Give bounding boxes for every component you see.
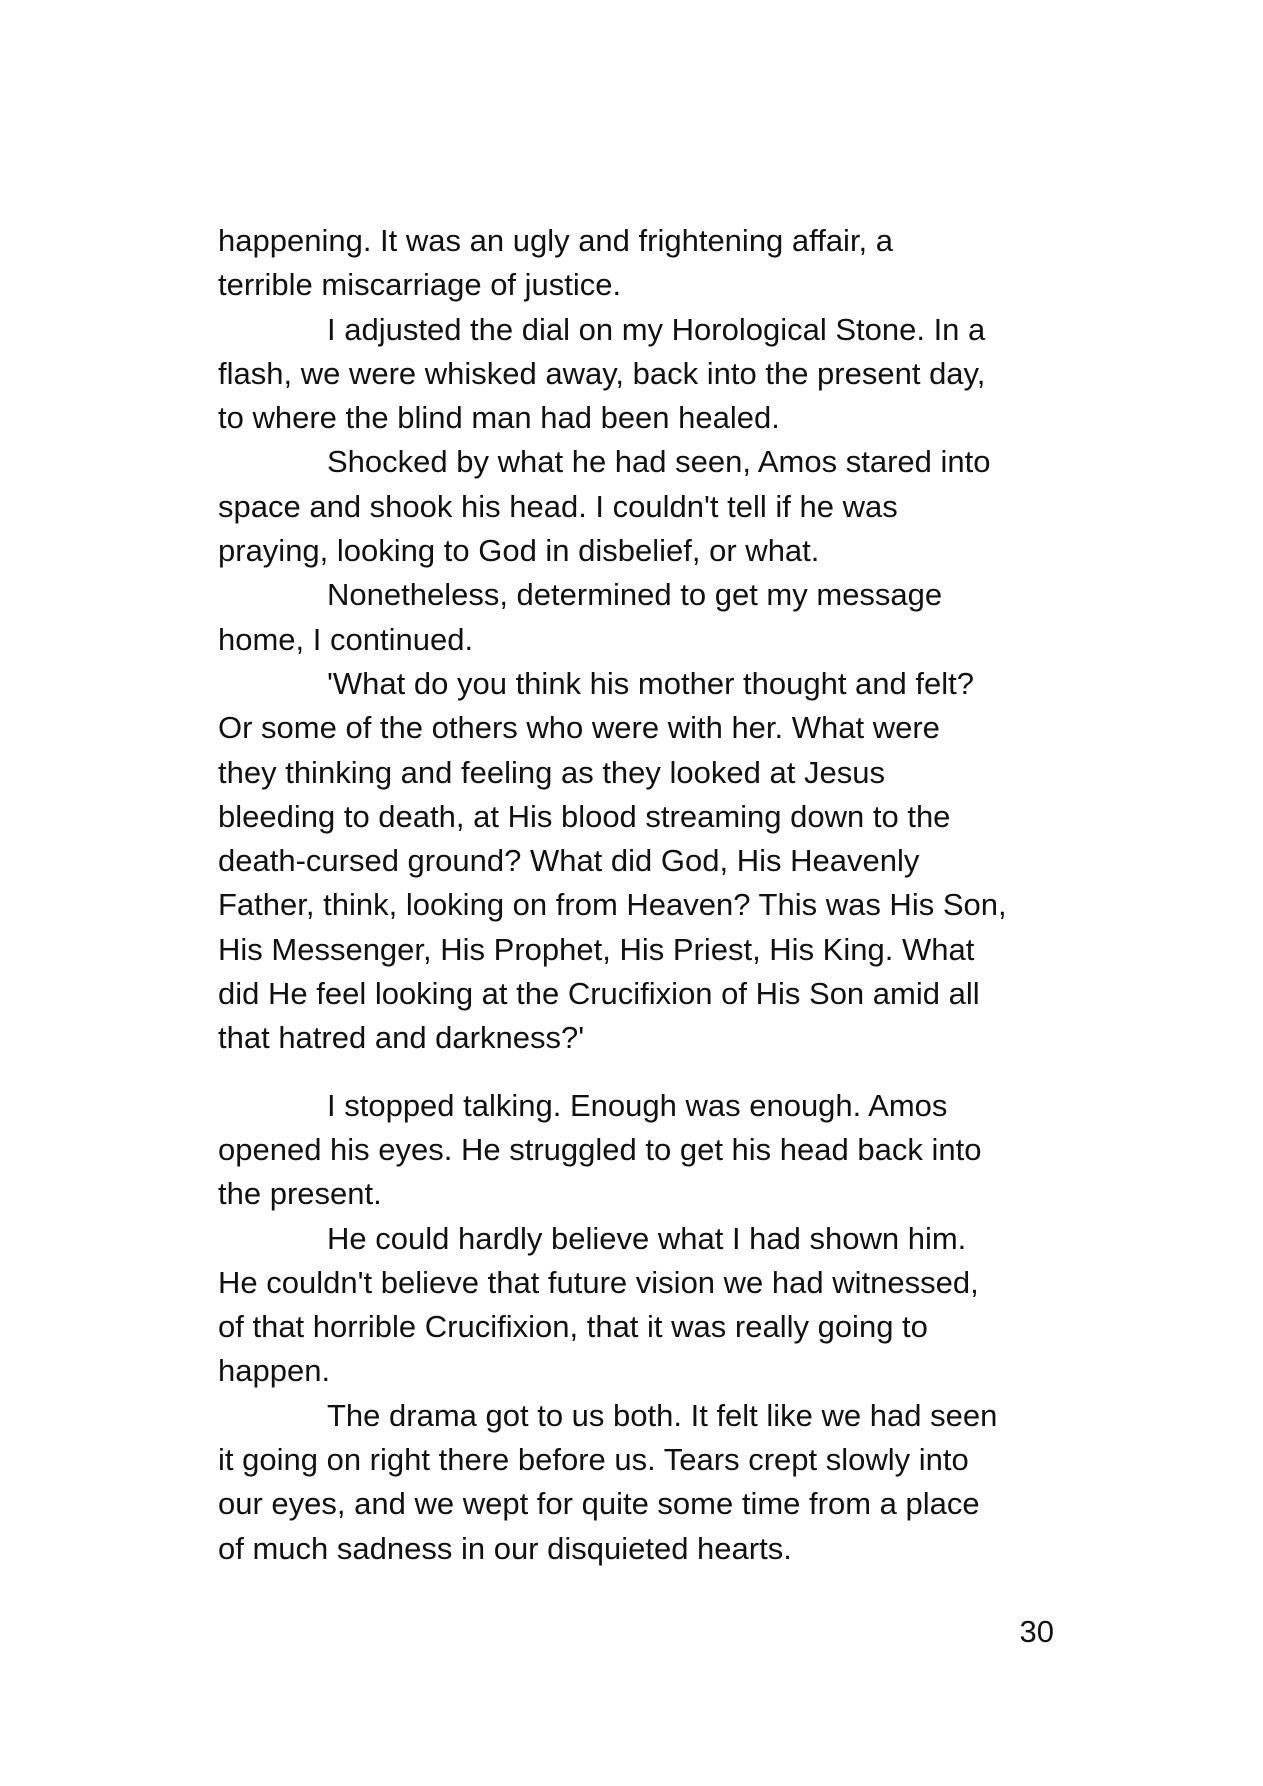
text-line: He could hardly believe what I had shown him. (327, 1220, 967, 1256)
text-line: bleeding to death, at His blood streaming down to the (218, 798, 951, 834)
text-line: happening. It was an ugly and frightening affair, a (218, 223, 894, 258)
text-line: of that horrible Crucifixion, that it was really going to (218, 1309, 928, 1345)
text-line: The drama got to us both. It felt like we had seen (327, 1397, 998, 1433)
text-body (218, 219, 1078, 1571)
text-line: that hatred and darkness?' (218, 1020, 585, 1056)
paragraph (218, 1084, 1078, 1217)
text-line: home, I continued. (218, 621, 474, 657)
text-line: His Messenger, His Prophet, His Priest, His King. What (218, 931, 975, 967)
text-line: they thinking and feeling as they looked at Jesus (218, 754, 885, 790)
text-line: space and shook his head. I couldn't tell if he was (218, 488, 898, 524)
text-line: it going on right there before us. Tears crept slowly into (218, 1442, 969, 1478)
page-number: 30 (1019, 1614, 1054, 1649)
text-line: to where the blind man had been healed. (218, 400, 780, 436)
text-line: flash, we were whisked away, back into the present day, (218, 355, 986, 391)
text-line: terrible miscarriage of justice. (218, 267, 622, 303)
text-line: Shocked by what he had seen, Amos stared into (327, 444, 991, 480)
text-line: Nonetheless, determined to get my message (327, 577, 943, 613)
text-line: I adjusted the dial on my Horological Stone. In a (327, 311, 986, 347)
text-line: I stopped talking. Enough was enough. Amos (327, 1087, 948, 1123)
text-line: 'What do you think his mother thought and felt? (327, 665, 974, 701)
text-line: praying, looking to God in disbelief, or what. (218, 533, 820, 569)
text-line: opened his eyes. He struggled to get his head back into (218, 1131, 982, 1167)
text-line: death-cursed ground? What did God, His Heavenly (218, 843, 920, 879)
text-line: did He feel looking at the Crucifixion of His Son amid all (218, 976, 980, 1012)
text-line: our eyes, and we wept for quite some time from a place (218, 1486, 980, 1522)
text-line: the present. (218, 1176, 382, 1212)
text-line: He couldn't believe that future vision we had witnessed, (218, 1264, 979, 1300)
text-line: Father, think, looking on from Heaven? This was His Son, (218, 887, 1007, 923)
text-line: Or some of the others who were with her. What were (218, 710, 940, 746)
paragraph (218, 573, 1078, 662)
text-line: happen. (218, 1353, 331, 1389)
paragraph (218, 308, 1078, 441)
paragraph-quote (218, 662, 1078, 1061)
paragraph (218, 219, 1078, 308)
paragraph (218, 1217, 1078, 1394)
text-line: of much sadness in our disquieted hearts. (218, 1530, 792, 1566)
paragraph (218, 1394, 1078, 1571)
paragraph (218, 440, 1078, 573)
